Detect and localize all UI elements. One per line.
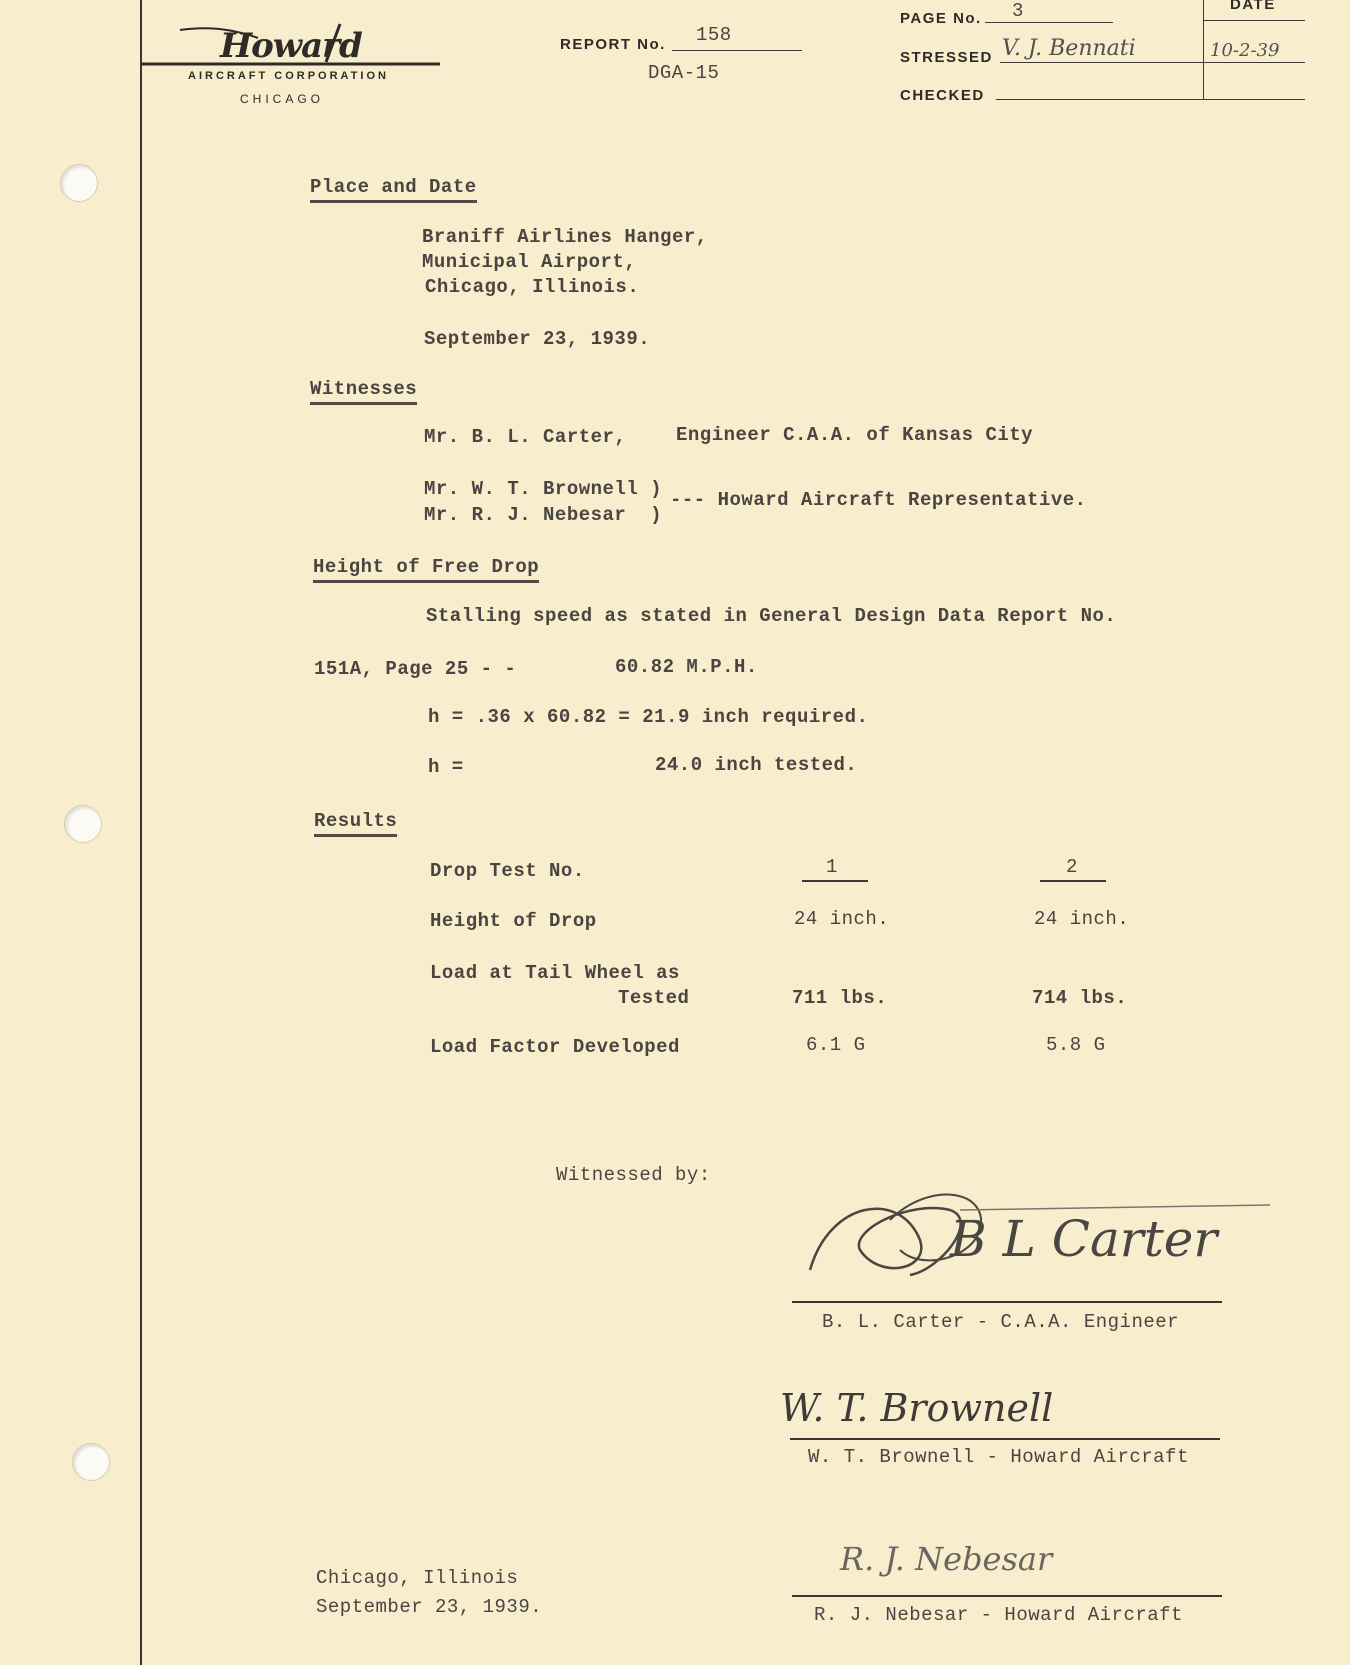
witness-carter: Mr. B. L. Carter, — [424, 426, 627, 448]
signature-brownell-handwriting: W. T. Brownell — [780, 1386, 1054, 1430]
place-line-1: Braniff Airlines Hanger, — [422, 226, 708, 248]
date-bottom-rule — [1203, 99, 1305, 100]
footer-city: Chicago, Illinois — [316, 1567, 519, 1589]
free-drop-tested-right: 24.0 inch tested. — [655, 754, 858, 776]
signature-brownell-name: W. T. Brownell - Howard Aircraft — [808, 1446, 1189, 1468]
signature-brownell-line — [790, 1438, 1220, 1440]
report-number-label: REPORT No. — [560, 36, 666, 53]
place-date: September 23, 1939. — [424, 328, 651, 350]
date-label: DATE — [1230, 0, 1276, 13]
signature-carter-line — [792, 1301, 1222, 1303]
date-column-divider — [1203, 0, 1204, 100]
logo-wordmark: Howard — [220, 26, 362, 66]
report-sub-number: DGA-15 — [648, 62, 720, 84]
company-logo — [140, 10, 440, 110]
free-drop-line-2-right: 60.82 M.P.H. — [615, 656, 758, 678]
results-col-2: 2 — [1066, 856, 1078, 878]
results-row-height-v1: 24 inch. — [794, 908, 890, 930]
footer-date: September 23, 1939. — [316, 1596, 543, 1618]
report-number-rule — [672, 50, 802, 51]
witness-nebesar: Mr. R. J. Nebesar ) — [424, 504, 663, 526]
page-number-rule — [985, 22, 1113, 23]
page-number-label: PAGE No. — [900, 10, 982, 27]
logo-city: CHICAGO — [240, 92, 325, 106]
signature-nebesar-handwriting: R. J. Nebesar — [840, 1540, 1053, 1578]
results-row-factor-label: Load Factor Developed — [430, 1036, 680, 1058]
report-number: 158 — [696, 24, 732, 46]
results-col-1: 1 — [826, 856, 838, 878]
results-row-load-label-2: Tested — [618, 987, 690, 1009]
date-top-rule — [1203, 20, 1305, 21]
signature-carter — [790, 1180, 1270, 1290]
results-heading: Results — [314, 810, 397, 837]
margin-line — [140, 0, 142, 1665]
free-drop-tested-left: h = — [428, 756, 464, 778]
signature-nebesar-line — [792, 1595, 1222, 1597]
punch-hole-middle — [64, 805, 102, 843]
witnesses-heading: Witnesses — [310, 378, 417, 405]
signature-carter-handwriting: B L Carter — [950, 1210, 1218, 1268]
results-column-label: Drop Test No. — [430, 860, 585, 882]
free-drop-formula: h = .36 x 60.82 = 21.9 inch required. — [428, 706, 869, 728]
place-line-3: Chicago, Illinois. — [425, 276, 640, 298]
results-row-load-label: Load at Tail Wheel as — [430, 962, 680, 984]
results-row-load-v1: 711 lbs. — [792, 987, 888, 1009]
page-number: 3 — [1012, 0, 1024, 22]
witness-brownell: Mr. W. T. Brownell ) — [424, 478, 663, 500]
results-col-2-rule — [1040, 880, 1106, 882]
signature-nebesar-name: R. J. Nebesar - Howard Aircraft — [814, 1604, 1183, 1626]
place-and-date-heading: Place and Date — [310, 176, 477, 203]
checked-rule — [996, 99, 1203, 100]
witness-howard-role: --- Howard Aircraft Representative. — [670, 489, 1087, 511]
punch-hole-bottom — [72, 1443, 110, 1481]
place-line-2: Municipal Airport, — [422, 251, 637, 273]
results-row-height-v2: 24 inch. — [1034, 908, 1130, 930]
logo-company: AIRCRAFT CORPORATION — [188, 70, 389, 82]
free-drop-line-1: Stalling speed as stated in General Design Data Report No. — [426, 605, 1117, 627]
free-drop-line-2-left: 151A, Page 25 - - — [314, 658, 517, 680]
results-row-factor-v2: 5.8 G — [1046, 1034, 1106, 1056]
results-row-height-label: Height of Drop — [430, 910, 597, 932]
date-value: 10-2-39 — [1210, 40, 1280, 61]
checked-label: CHECKED — [900, 87, 985, 104]
signature-carter-name: B. L. Carter - C.A.A. Engineer — [822, 1311, 1180, 1333]
stressed-signature: V. J. Bennati — [1002, 36, 1136, 61]
results-row-factor-v1: 6.1 G — [806, 1034, 866, 1056]
stressed-rule — [1000, 62, 1203, 63]
date-value-rule — [1203, 62, 1305, 63]
results-col-1-rule — [802, 880, 868, 882]
stressed-label: STRESSED — [900, 49, 993, 66]
witnessed-by-label: Witnessed by: — [556, 1164, 711, 1186]
punch-hole-top — [60, 164, 98, 202]
witness-carter-role: Engineer C.A.A. of Kansas City — [676, 424, 1034, 446]
free-drop-heading: Height of Free Drop — [313, 556, 539, 583]
results-row-load-v2: 714 lbs. — [1032, 987, 1128, 1009]
